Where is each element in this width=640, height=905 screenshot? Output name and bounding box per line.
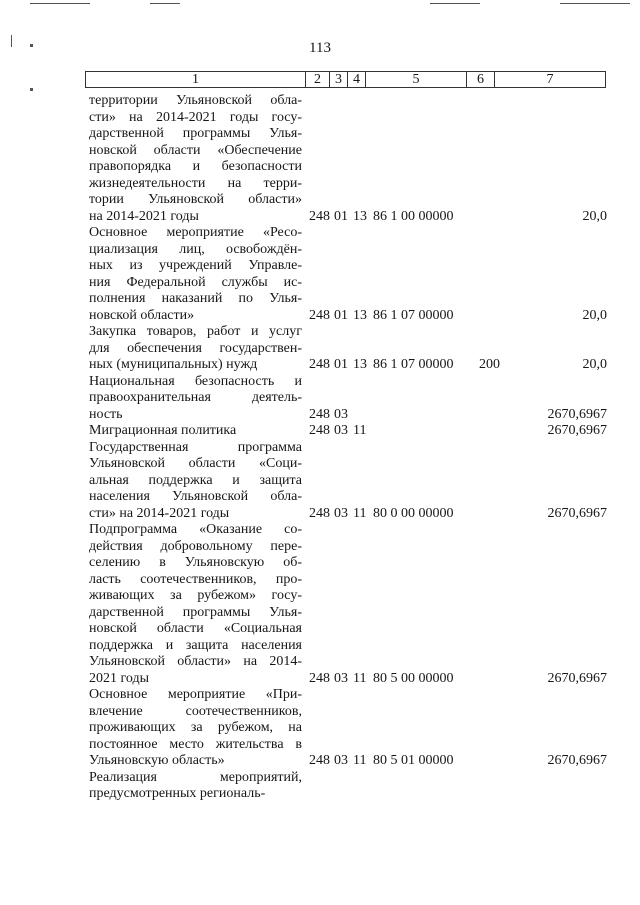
- description-line: действия добровольному пере-: [89, 538, 302, 554]
- description-line: живающих за рубежом» госу-: [89, 588, 302, 603]
- row-description: [89, 423, 302, 440]
- description-line: Реализация мероприятий,: [89, 769, 302, 785]
- subsection-code: 11: [353, 423, 367, 438]
- section-code: 03: [334, 670, 348, 686]
- row-description: [89, 324, 302, 374]
- scan-mark: [150, 3, 180, 4]
- amount: 2670,6967: [547, 753, 607, 768]
- row-description: [89, 687, 302, 770]
- table-row: [89, 324, 609, 374]
- table-row: [89, 687, 609, 770]
- header-col-2: 2: [306, 72, 330, 87]
- table-row: [89, 225, 609, 324]
- table-row: [89, 93, 609, 225]
- description-line: постоянное место жительства в: [89, 736, 302, 752]
- description-line: территории Ульяновской обла-: [89, 93, 302, 108]
- description-line: сти» на 2014-2021 годы госу-: [89, 109, 302, 125]
- description-line: новской области «Обеспечение: [89, 142, 302, 158]
- description-line: новской области «Социальная: [89, 621, 302, 636]
- target-article-code: 80 5 00 00000: [373, 670, 454, 686]
- grbs-code: 248: [309, 423, 330, 438]
- description-line: влечение соотечественников,: [89, 703, 302, 719]
- target-article-code: 86 1 07 00000: [373, 307, 454, 323]
- scan-mark: [30, 3, 90, 4]
- section-code: 01: [334, 208, 348, 224]
- grbs-code: 248: [309, 406, 330, 422]
- target-article-code: 80 5 01 00000: [373, 753, 454, 768]
- grbs-code: 248: [309, 670, 330, 686]
- description-line: ния Федеральной службы ис-: [89, 274, 302, 290]
- table-body: [89, 93, 609, 803]
- description-line: Ульяновскую область»: [89, 753, 225, 768]
- subsection-code: 11: [353, 670, 367, 686]
- description-line: Основное мероприятие «При-: [89, 687, 302, 702]
- header-col-5: 5: [366, 72, 467, 87]
- header-col-7: 7: [546, 71, 554, 87]
- amount: 2670,6967: [547, 423, 607, 438]
- table-header: [85, 71, 606, 88]
- grbs-code: 248: [309, 753, 330, 768]
- description-line: предусмотренных региональ-: [89, 786, 266, 801]
- section-code: 03: [334, 505, 348, 521]
- description-line: альная поддержка и защита: [89, 472, 302, 488]
- table-row: [89, 440, 609, 523]
- target-article-code: 86 1 00 00000: [373, 208, 454, 224]
- row-description: [89, 522, 302, 687]
- description-line: Подпрограмма «Оказание со-: [89, 522, 302, 537]
- description-line: 2021 годы: [89, 670, 150, 686]
- scan-mark: [560, 3, 630, 4]
- description-line: Государственная программа: [89, 439, 302, 455]
- expense-type-code: 200: [479, 357, 500, 372]
- table-row: [89, 423, 609, 440]
- description-line: Ульяновской области «Соци-: [89, 456, 302, 471]
- description-line: циализация лиц, освобождён-: [89, 241, 302, 257]
- amount: 20,0: [582, 357, 607, 372]
- amount: 20,0: [582, 208, 607, 224]
- description-line: проживающих за рубежом, на: [89, 720, 302, 735]
- description-line: тории Ульяновской области»: [89, 192, 302, 207]
- table-row: [89, 374, 609, 424]
- description-line: полнения наказаний по Улья-: [89, 291, 302, 306]
- row-description: [89, 770, 302, 803]
- amount: 2670,6967: [547, 505, 607, 521]
- amount: 20,0: [582, 307, 607, 323]
- subsection-code: 13: [353, 357, 367, 372]
- description-line: сти» на 2014-2021 годы: [89, 505, 230, 521]
- subsection-code: 11: [353, 753, 367, 768]
- description-line: новской области»: [89, 307, 195, 323]
- row-description: [89, 440, 302, 523]
- subsection-code: 11: [353, 505, 367, 521]
- target-article-code: 86 1 07 00000: [373, 357, 454, 372]
- subsection-code: 13: [353, 307, 367, 323]
- header-col-4: 4: [348, 72, 366, 87]
- row-description: [89, 93, 302, 225]
- description-line: населения Ульяновской обла-: [89, 489, 302, 504]
- header-col-1: 1: [86, 72, 306, 87]
- description-line: селению в Ульяновскую об-: [89, 555, 302, 570]
- description-line: ность: [89, 406, 123, 422]
- grbs-code: 248: [309, 208, 330, 224]
- header-col-6: 6: [467, 72, 495, 87]
- description-line: Миграционная политика: [89, 423, 237, 438]
- section-code: 03: [334, 753, 348, 768]
- description-line: Ульяновской области» на 2014-: [89, 654, 302, 669]
- description-line: Закупка товаров, работ и услуг: [89, 324, 302, 339]
- grbs-code: 248: [309, 505, 330, 521]
- description-line: ных из учреждений Управле-: [89, 258, 302, 273]
- row-description: [89, 374, 302, 424]
- section-code: 01: [334, 307, 348, 323]
- table-row: [89, 770, 609, 803]
- description-line: поддержка и защита населения: [89, 637, 302, 653]
- description-line: на 2014-2021 годы: [89, 208, 199, 224]
- description-line: правопорядка и безопасности: [89, 159, 302, 174]
- section-code: 01: [334, 357, 348, 372]
- description-line: правоохранительная деятель-: [89, 390, 302, 405]
- target-article-code: 80 0 00 00000: [373, 505, 454, 521]
- description-line: жизнедеятельности на терри-: [89, 175, 302, 191]
- page-number: 113: [309, 40, 331, 56]
- section-code: 03: [334, 423, 348, 438]
- description-line: для обеспечения государствен-: [89, 340, 302, 356]
- row-description: [89, 225, 302, 324]
- amount: 2670,6967: [547, 670, 607, 686]
- header-col-3: 3: [330, 72, 348, 87]
- description-line: дарственной программы Улья-: [89, 126, 302, 141]
- grbs-code: 248: [309, 307, 330, 323]
- description-line: Национальная безопасность и: [89, 373, 302, 389]
- scan-mark: [430, 3, 480, 4]
- scan-mark: [30, 88, 33, 91]
- grbs-code: 248: [309, 357, 330, 372]
- amount: 2670,6967: [547, 406, 607, 422]
- table-row: [89, 522, 609, 687]
- description-line: Основное мероприятие «Ресо-: [89, 225, 302, 240]
- subsection-code: 13: [353, 208, 367, 224]
- description-line: ных (муниципальных) нужд: [89, 357, 258, 372]
- section-code: 03: [334, 406, 348, 422]
- description-line: дарственной программы Улья-: [89, 604, 302, 620]
- description-line: ласть соотечественников, про-: [89, 571, 302, 587]
